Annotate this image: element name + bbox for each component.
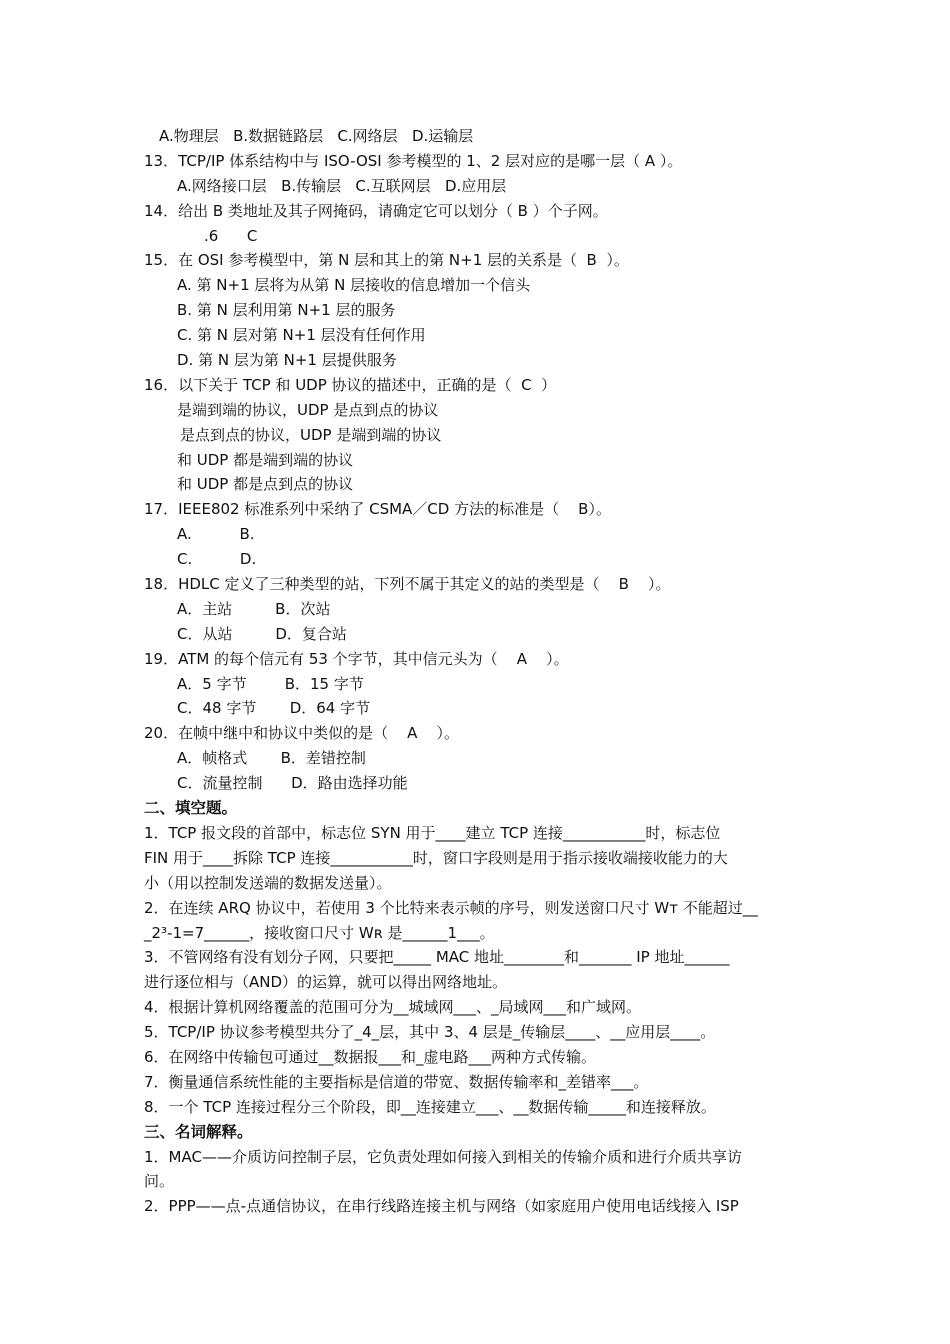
section-heading: 三、名词解释。: [144, 1122, 253, 1141]
text-line: C．48 字节 D．64 字节: [177, 699, 371, 718]
text-line: 4．根据计算机网络覆盖的范围可分为__城域网___、_局域网___和广域网。: [144, 998, 642, 1017]
text-line: C．从站 D．复合站: [177, 624, 347, 643]
text-line: .6 C: [204, 226, 258, 245]
text-line: 7．衡量通信系统性能的主要指标是信道的带宽、数据传输率和_差错率___。: [144, 1072, 649, 1091]
text-line: A. 第 N+1 层将为从第 N 层接收的信息增加一个信头: [177, 276, 531, 295]
text-line: 进行逐位相与（AND）的运算，就可以得出网络地址。: [144, 973, 508, 992]
text-line: 17．IEEE802 标准系列中采纳了 CSMA／CD 方法的标准是（ B）。: [144, 500, 611, 519]
text-line: D. 第 N 层为第 N+1 层提供服务: [177, 351, 397, 370]
text-line: C．流量控制 D．路由选择功能: [177, 774, 408, 793]
text-line: 15．在 OSI 参考模型中，第 N 层和其上的第 N+1 层的关系是（ B ）。: [144, 251, 629, 270]
text-line: 和 UDP 都是点到点的协议: [177, 475, 354, 494]
text-line: 8．一个 TCP 连接过程分三个阶段，即__连接建立___、__数据传输_____和连接释放。: [144, 1097, 716, 1116]
document-body: [144, 124, 810, 1219]
text-line: 16．以下关于 TCP 和 UDP 协议的描述中，正确的是（ C ）: [144, 375, 557, 394]
text-line: 是端到端的协议，UDP 是点到点的协议: [177, 400, 439, 419]
text-line: 1．MAC——介质访问控制子层，它负责处理如何接入到相关的传输介质和进行介质共享访: [144, 1147, 742, 1166]
text-line: _2³-1=7______，接收窗口尺寸 Wʀ 是______1___。: [144, 923, 495, 942]
text-line: 是点到点的协议，UDP 是端到端的协议: [180, 425, 442, 444]
text-line: 2．在连续 ARQ 协议中，若使用 3 个比特来表示帧的序号，则发送窗口尺寸 Wᴛ 不能超过__: [144, 898, 758, 917]
section-heading: 二、填空题。: [144, 799, 238, 818]
text-line: 14．给出 B 类地址及其子网掩码，请确定它可以划分（ B ）个子网。: [144, 201, 608, 220]
text-line: B. 第 N 层利用第 N+1 层的服务: [177, 301, 396, 320]
text-line: 3．不管网络有没有划分子网，只要把_____ MAC 地址________和_______ IP 地址______: [144, 948, 730, 967]
text-line: FIN 用于____拆除 TCP 连接___________时，窗口字段则是用于指示接收端接收能力的大: [144, 848, 728, 867]
text-line: A．帧格式 B．差错控制: [177, 749, 366, 768]
text-line: A．5 字节 B．15 字节: [177, 674, 364, 693]
text-line: A. B.: [177, 525, 255, 544]
text-line: A．主站 B．次站: [177, 599, 331, 618]
text-line: A.物理层 B.数据链路层 C.网络层 D.运输层: [159, 127, 474, 145]
text-line: 1．TCP 报文段的首部中，标志位 SYN 用于____建立 TCP 连接___________时，标志位: [144, 823, 721, 842]
text-line: 小（用以控制发送端的数据发送量）。: [144, 873, 392, 892]
text-line: 18．HDLC 定义了三种类型的站，下列不属于其定义的站的类型是（ B ）。: [144, 575, 671, 594]
text-line: 问。: [144, 1172, 175, 1191]
text-line: 5．TCP/IP 协议参考模型共分了_4_层，其中 3、4 层是_传输层____、__应用层____。: [144, 1023, 716, 1042]
text-line: 20．在帧中继中和协议中类似的是（ A ）。: [144, 724, 459, 743]
text-line: 和 UDP 都是端到端的协议: [177, 450, 354, 469]
text-line: C. 第 N 层对第 N+1 层没有任何作用: [177, 326, 426, 345]
text-line: C. D.: [177, 550, 257, 569]
text-line: 6．在网络中传输包可通过__数据报___和_虚电路___两种方式传输。: [144, 1047, 597, 1066]
text-line: 13．TCP/IP 体系结构中与 ISO-OSI 参考模型的 1、2 层对应的是哪一层（ A ）。: [144, 151, 683, 170]
text-line: A.网络接口层 B.传输层 C.互联网层 D.应用层: [177, 176, 507, 195]
text-line: 2．PPP——点-点通信协议，在串行线路连接主机与网络（如家庭用户使用电话线接入 ISP: [144, 1197, 739, 1216]
text-line: 19．ATM 的每个信元有 53 个字节，其中信元头为（ A ）。: [144, 649, 569, 668]
